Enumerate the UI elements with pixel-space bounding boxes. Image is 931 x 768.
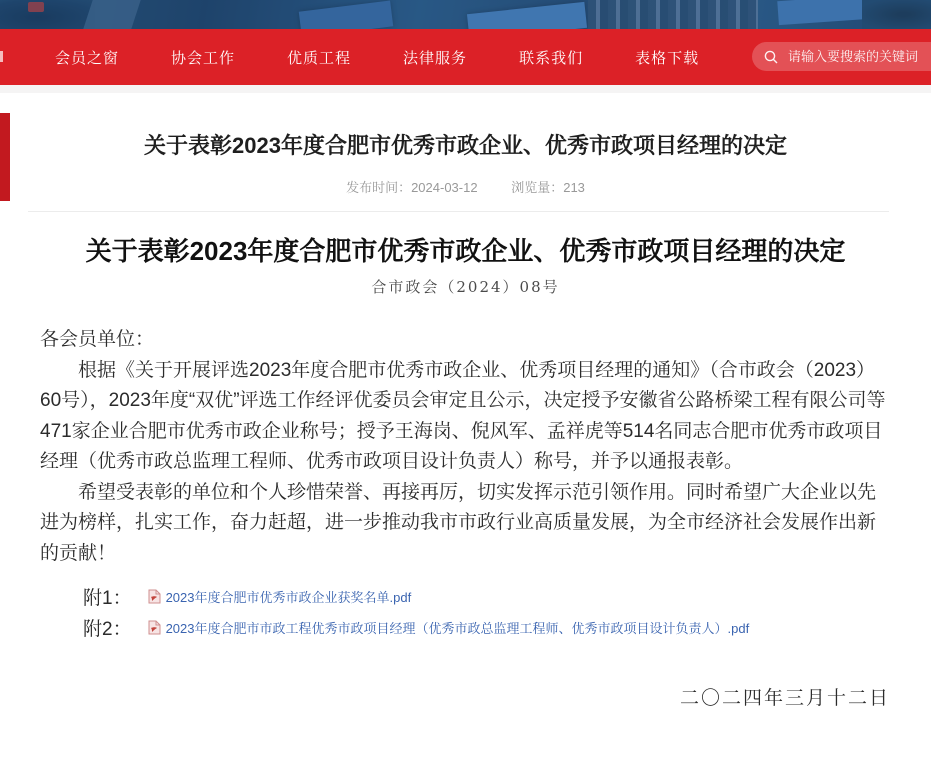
pdf-icon xyxy=(148,620,161,635)
attachment-1-label: 附1： xyxy=(83,588,132,609)
attachment-1-filename: 2023年度合肥市优秀市政企业获奖名单.pdf xyxy=(165,590,412,605)
search-input[interactable] xyxy=(786,48,931,65)
left-side-red-tab[interactable] xyxy=(0,113,10,201)
search-box[interactable] xyxy=(752,42,931,71)
paragraph-decision: 根据《关于开展评选2023年度合肥市优秀市政企业、优秀项目经理的通知》（合市政会（2023）60号），2023年度“双优”评选工作经评优委员会审定且公示，决定授予安徽省公路桥梁工程有限公司等471家企业合肥市优秀市政企业称号；授予王海岗、倪风军、孟祥虎等514名同志合肥市优秀市政项目经理（优秀市政总监理工程师、优秀市政项目设计负责人）称号，并予以通报表彰。 xyxy=(40,359,886,472)
document-title: 关于表彰2023年度合肥市优秀市政企业、优秀市政项目经理的决定 xyxy=(85,236,846,266)
publish-time-label: 发布时间： xyxy=(346,180,412,195)
main-navigation xyxy=(0,29,931,85)
salutation: 各会员单位： xyxy=(40,329,155,350)
view-count-value: 213 xyxy=(563,180,585,195)
attachment-row-2 xyxy=(83,612,931,643)
nav-item-legal-services[interactable]: 法律服务 xyxy=(403,49,468,67)
pdf-icon xyxy=(148,589,161,604)
publish-time xyxy=(346,180,478,195)
attachment-2-link[interactable] xyxy=(148,618,750,637)
nav-item-form-download[interactable]: 表格下载 xyxy=(635,49,700,67)
attachment-row-1 xyxy=(83,581,931,612)
attachment-1-link[interactable] xyxy=(148,587,412,606)
article-container xyxy=(0,132,931,710)
document-date: 二〇二四年三月十二日 xyxy=(679,688,890,709)
nav-item-member-window[interactable]: 会员之窗 xyxy=(55,49,120,67)
paragraph-hope: 希望受表彰的单位和个人珍惜荣誉、再接再厉，切实发挥示范引领作用。同时希望广大企业以先进为榜样，扎实工作，奋力赶超，进一步推动我市市政行业高质量发展，为全市经济社会发展作出新的贡献！ xyxy=(40,481,877,564)
attachments xyxy=(83,581,931,643)
article-meta xyxy=(0,177,931,196)
attachment-2-filename: 2023年度合肥市市政工程优秀市政项目经理（优秀市政总监理工程师、优秀市政项目设计负责人）.pdf xyxy=(165,621,750,636)
nav-item-contact-us[interactable]: 联系我们 xyxy=(519,49,584,67)
nav-item-clipped xyxy=(0,51,3,62)
search-icon xyxy=(764,50,778,64)
nav-item-association-work[interactable]: 协会工作 xyxy=(171,49,236,67)
banner-blue-overlay xyxy=(0,0,931,29)
attachment-2-label: 附2： xyxy=(83,619,132,640)
document-number: 合市政会（2024）08号 xyxy=(371,278,560,296)
nav-item-quality-projects[interactable]: 优质工程 xyxy=(287,49,352,67)
view-count xyxy=(511,180,585,195)
publish-time-value: 2024-03-12 xyxy=(411,180,478,195)
header-photo-banner xyxy=(0,0,931,29)
header-divider xyxy=(28,211,889,212)
nav-bottom-strip xyxy=(0,85,931,93)
document-body xyxy=(40,325,891,569)
page-title: 关于表彰2023年度合肥市优秀市政企业、优秀市政项目经理的决定 xyxy=(144,133,787,158)
view-count-label: 浏览量： xyxy=(511,180,564,195)
